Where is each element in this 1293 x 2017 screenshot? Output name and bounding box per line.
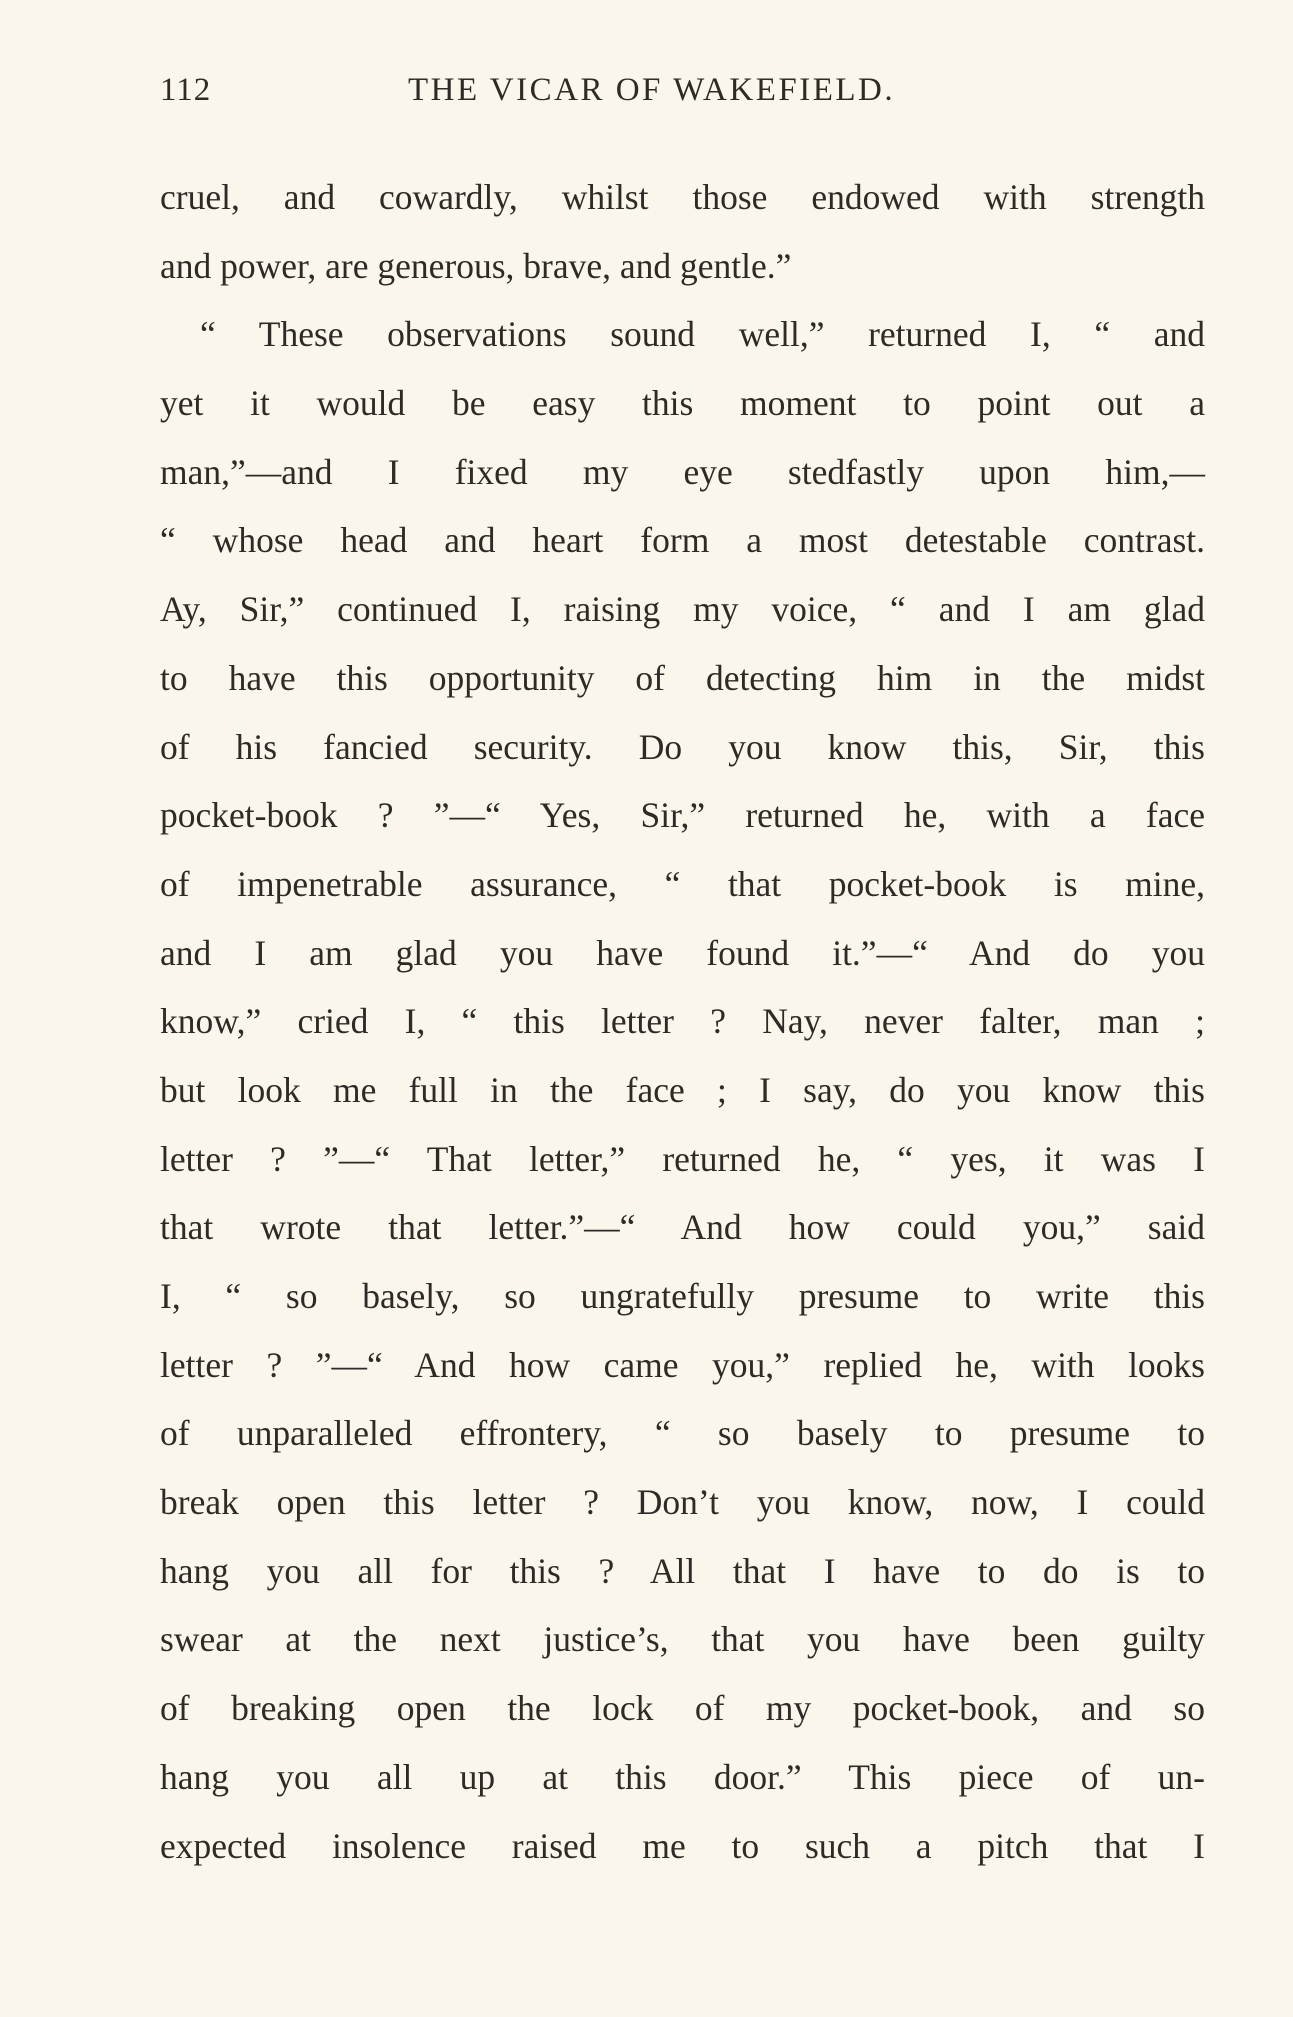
text-line: of impenetrable assurance, “ that pocket-book is mine, — [160, 863, 1205, 904]
text-line: letter ? ”—“ That letter,” returned he, “ yes, it was I — [160, 1138, 1205, 1179]
text-line: hang you all for this ? All that I have to do is to — [160, 1550, 1205, 1591]
text-line: pocket-book ? ”—“ Yes, Sir,” returned he, with a face — [160, 795, 1205, 836]
text-line: expected insolence raised me to such a pitch that I — [160, 1825, 1205, 1866]
text-line: of his fancied security. Do you know this, Sir, this — [160, 726, 1205, 767]
text-line: of breaking open the lock of my pocket-book, and so — [160, 1688, 1205, 1729]
text-line: and power, are generous, brave, and gentle.” — [160, 245, 792, 286]
text-line: man,”—and I fixed my eye stedfastly upon him,— — [160, 451, 1205, 492]
text-line: cruel, and cowardly, whilst those endowed with strength — [160, 177, 1205, 217]
text-line: but look me full in the face ; I say, do you know this — [160, 1069, 1205, 1110]
text-line: yet it would be easy this moment to point out a — [160, 383, 1205, 424]
text-line: and I am glad you have found it.”—“ And do you — [160, 932, 1205, 973]
text-line: hang you all up at this door.” This piece of un- — [160, 1756, 1205, 1797]
page-header — [160, 72, 1205, 122]
text-line: that wrote that letter.”—“ And how could you,” said — [160, 1207, 1205, 1248]
text-line: know,” cried I, “ this letter ? Nay, never falter, man ; — [160, 1001, 1205, 1042]
running-title: THE VICAR OF WAKEFIELD. — [408, 72, 896, 108]
text-line: break open this letter ? Don’t you know, now, I could — [160, 1482, 1205, 1523]
text-line: to have this opportunity of detecting him in the midst — [160, 657, 1205, 698]
body-text — [160, 163, 1205, 1880]
page-number: 112 — [160, 72, 212, 108]
text-line: “ whose head and heart form a most detestable contrast. — [160, 520, 1205, 561]
text-line: I, “ so basely, so ungratefully presume to write this — [160, 1276, 1205, 1316]
text-line: swear at the next justice’s, that you have been guilty — [160, 1619, 1205, 1660]
text-line: letter ? ”—“ And how came you,” replied he, with looks — [160, 1344, 1205, 1385]
text-line: of unparalleled effrontery, “ so basely to presume to — [160, 1413, 1205, 1454]
text-line: “ These observations sound well,” returned I, “ and — [200, 314, 1205, 355]
text-line: Ay, Sir,” continued I, raising my voice, “ and I am glad — [160, 589, 1205, 630]
